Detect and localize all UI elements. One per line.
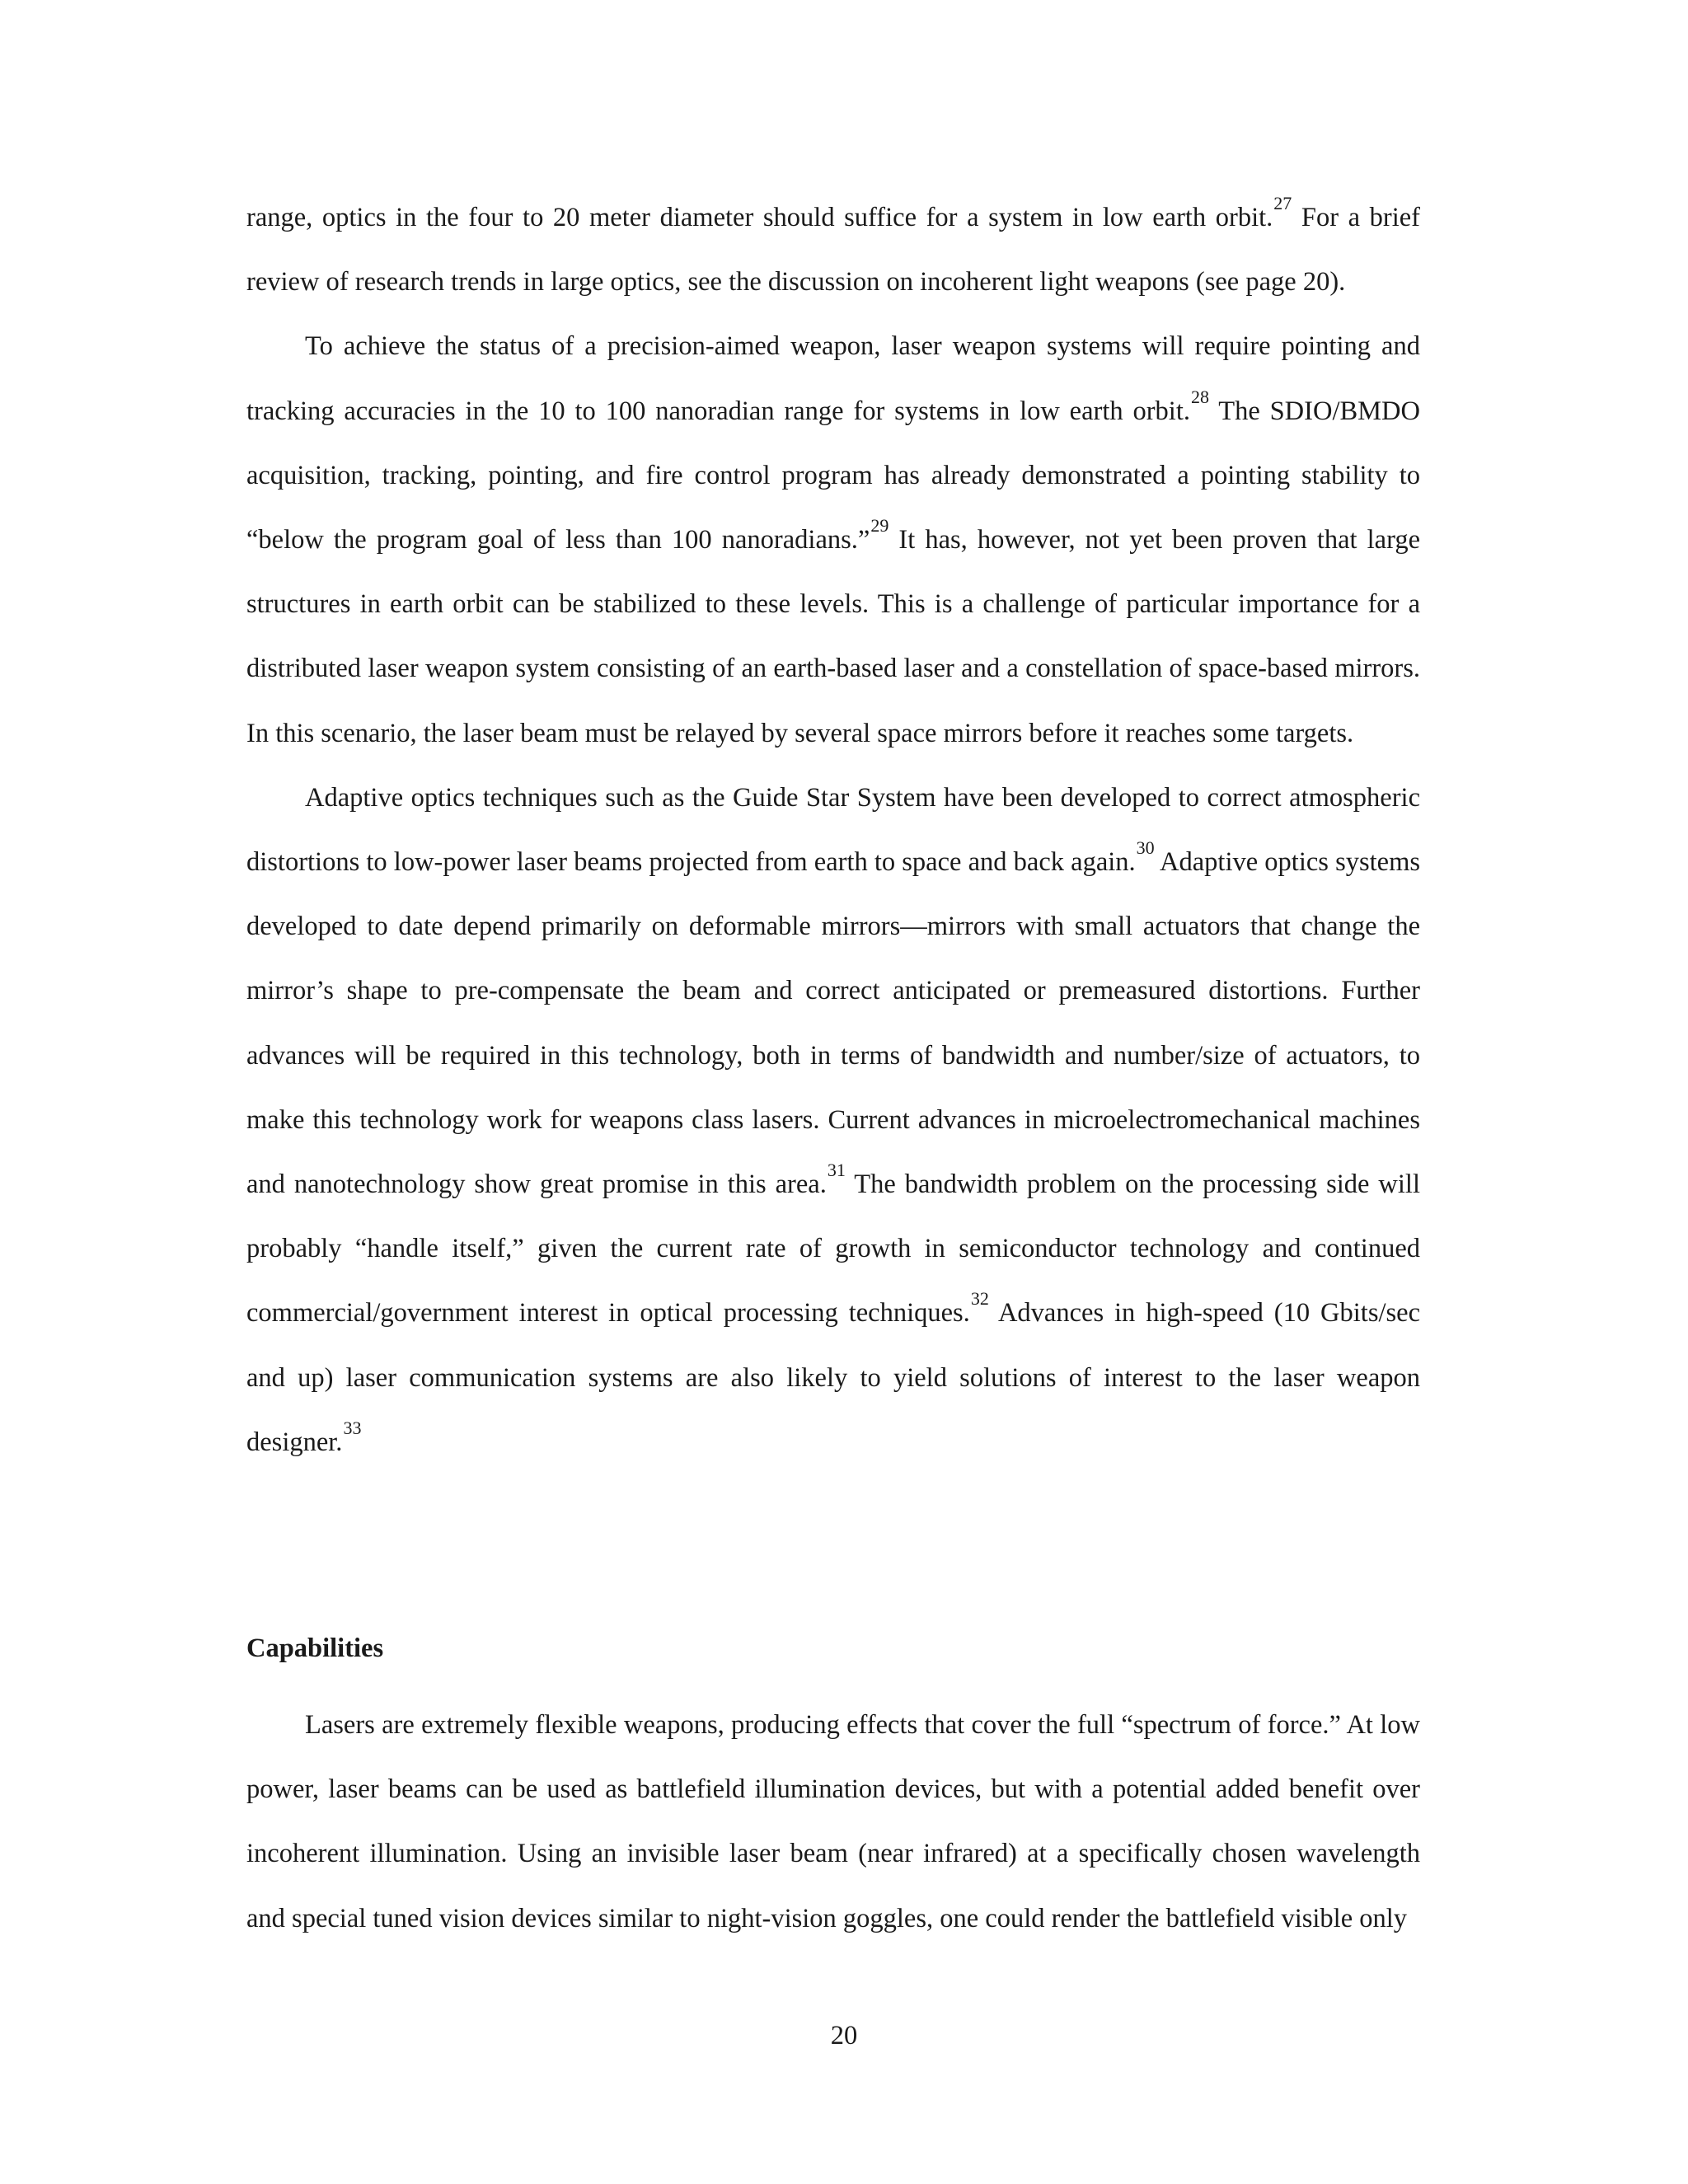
text-run: The bandwidth problem on the processing side will probably “handle itself,” given the current rate of growth in semiconductor technology and continued commercial/government interest in optical processing techniques. — [246, 1169, 1420, 1329]
paragraph-3 — [246, 766, 1420, 1474]
paragraph-2 — [246, 314, 1420, 765]
paragraph-1 — [246, 185, 1420, 314]
paragraph-4 — [246, 1693, 1420, 1951]
text-run: To achieve the status of a precision-aimed weapon, laser weapon systems will require pointing and tracking accuracies in the 10 to 100 nanoradian range for systems in low earth orbit. — [246, 331, 1420, 426]
footnote-ref[interactable]: 27 — [1273, 193, 1292, 213]
text-run: Adaptive optics techniques such as the Guide Star System have been developed to correct atmospheric distortions to low-power laser beams projected from earth to space and back again. — [246, 782, 1420, 878]
section-heading: Capabilities — [246, 1633, 384, 1663]
footnote-ref[interactable]: 28 — [1190, 386, 1209, 407]
text-run: Advances in high-speed (10 Gbits/sec and up) laser communication systems are also likely to yield solutions of interest to the laser weapon designer. — [246, 1298, 1420, 1457]
footnote-ref[interactable]: 29 — [870, 515, 889, 537]
text-run: range, optics in the four to 20 meter diameter should suffice for a system in low earth orbit. — [246, 203, 1273, 232]
page-number: 20 — [830, 2021, 858, 2050]
text-run: For a brief review of research trends in large optics, see the discussion on incoherent light weapons (see page 20). — [246, 203, 1420, 298]
text-run: The SDIO/BMDO acquisition, tracking, pointing, and fire control program has already demonstrated a pointing stability to “below the program goal of less than 100 nanoradians.” — [246, 396, 1420, 555]
body-text-top — [246, 185, 1420, 1474]
text-run: Lasers are extremely flexible weapons, producing effects that cover the full “spectrum of force.” At low power, laser beams can be used as battlefield illumination devices, but with a potential added benefit over incoherent illumination. Using an invisible laser beam (near infrared) at a specifically chosen wavelength and special tuned vision devices similar to night-vision goggles, one could render the battlefield visible only — [246, 1710, 1420, 1933]
body-text-bottom — [246, 1693, 1420, 1951]
text-run: It has, however, not yet been proven that large structures in earth orbit can be stabilized to these levels. This is a challenge of particular importance for a distributed laser weapon system consisting of an earth-based laser and a constellation of space-based mirrors. In this scenario, the laser beam must be relayed by several space mirrors before it reaches some targets. — [246, 525, 1420, 748]
footnote-ref[interactable]: 31 — [827, 1160, 846, 1181]
text-run: Adaptive optics systems developed to date depend primarily on deformable mirrors—mirrors with small actuators that change the mirror’s shape to pre-compensate the beam and correct anticipated or premeasured distortions. Further advances will be required in this technology, both in terms of bandwidth and number/size of actuators, to make this technology work for weapons class lasers. Current advances in microelectromechanical machines and nanotechnology show great promise in this area. — [246, 847, 1420, 1200]
footnote-ref[interactable]: 30 — [1136, 837, 1155, 859]
footnote-ref[interactable]: 32 — [970, 1288, 989, 1310]
footnote-ref[interactable]: 33 — [343, 1417, 362, 1438]
